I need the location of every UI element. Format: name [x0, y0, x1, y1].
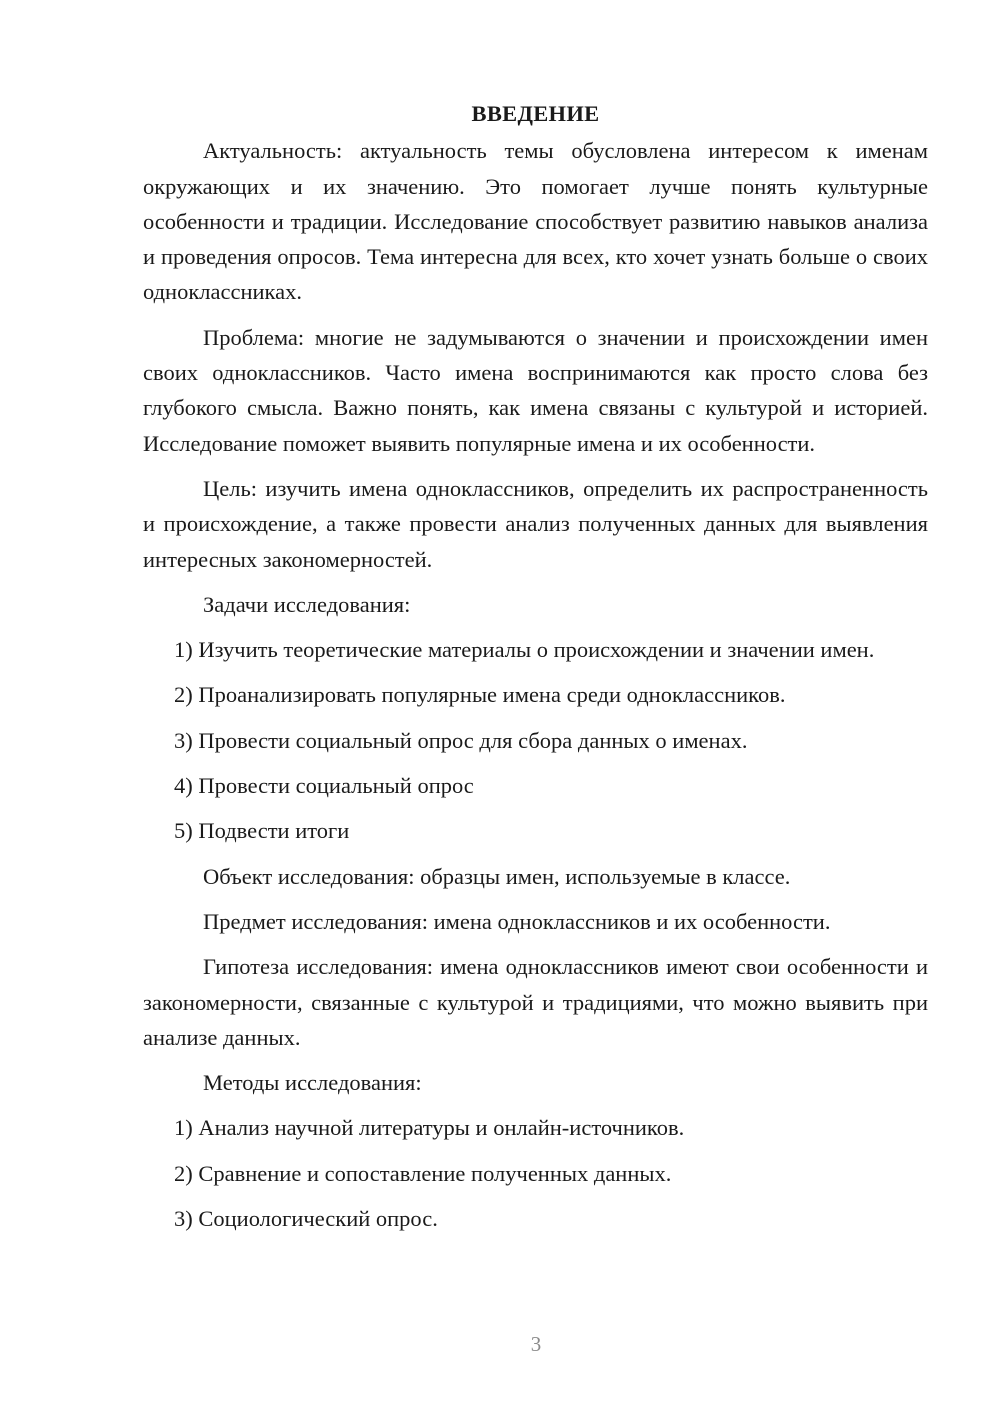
- method-item: 2) Сравнение и сопоставление полученных данных.: [174, 1160, 672, 1186]
- document-body: [143, 96, 928, 1246]
- tasks-heading: Задачи исследования:: [203, 591, 411, 617]
- method-item: 1) Анализ научной литературы и онлайн-источников.: [174, 1115, 685, 1141]
- problem-paragraph: Проблема: многие не задумываются о значении и происхождении имен своих одноклассников. Часто имена воспринимаются как просто слова без глубокого смысла. Важно понять, как имена связаны с культурой и историей. Исследование поможет выявить популярные имена и их особенности.: [143, 324, 928, 456]
- task-item: 2) Проанализировать популярные имена среди одноклассников.: [174, 682, 786, 708]
- task-item: 4) Провести социальный опрос: [174, 773, 474, 799]
- page-number: 3: [530, 1332, 542, 1356]
- subject-paragraph: Предмет исследования: имена одноклассников и их особенности.: [203, 908, 831, 934]
- task-item: 3) Провести социальный опрос для сбора данных о именах.: [174, 727, 748, 753]
- hypothesis-paragraph: Гипотеза исследования: имена одноклассников имеют свои особенности и закономерности, связанные с культурой и традициями, что можно выявить при анализе данных.: [143, 954, 928, 1050]
- task-item: 1) Изучить теоретические материалы о происхождении и значении имен.: [174, 637, 875, 663]
- object-paragraph: Объект исследования: образцы имен, используемые в классе.: [203, 863, 791, 889]
- goal-paragraph: Цель: изучить имена одноклассников, определить их распространенность и происхождение, а также провести анализ полученных данных для выявления интересных закономерностей.: [143, 475, 928, 572]
- methods-heading: Методы исследования:: [203, 1070, 422, 1096]
- task-item: 5) Подвести итоги: [174, 818, 350, 844]
- section-title: ВВЕДЕНИЕ: [471, 101, 600, 126]
- relevance-paragraph: Актуальность: актуальность темы обусловлена интересом к именам окружающих и их значению. Это помогает лучше понять культурные особенности и традиции. Исследование способствует развитию навыков анализа и проведения опросов. Тема интересна для всех, кто хочет узнать больше о своих одноклассниках.: [143, 138, 928, 305]
- method-item: 3) Социологический опрос.: [174, 1206, 438, 1232]
